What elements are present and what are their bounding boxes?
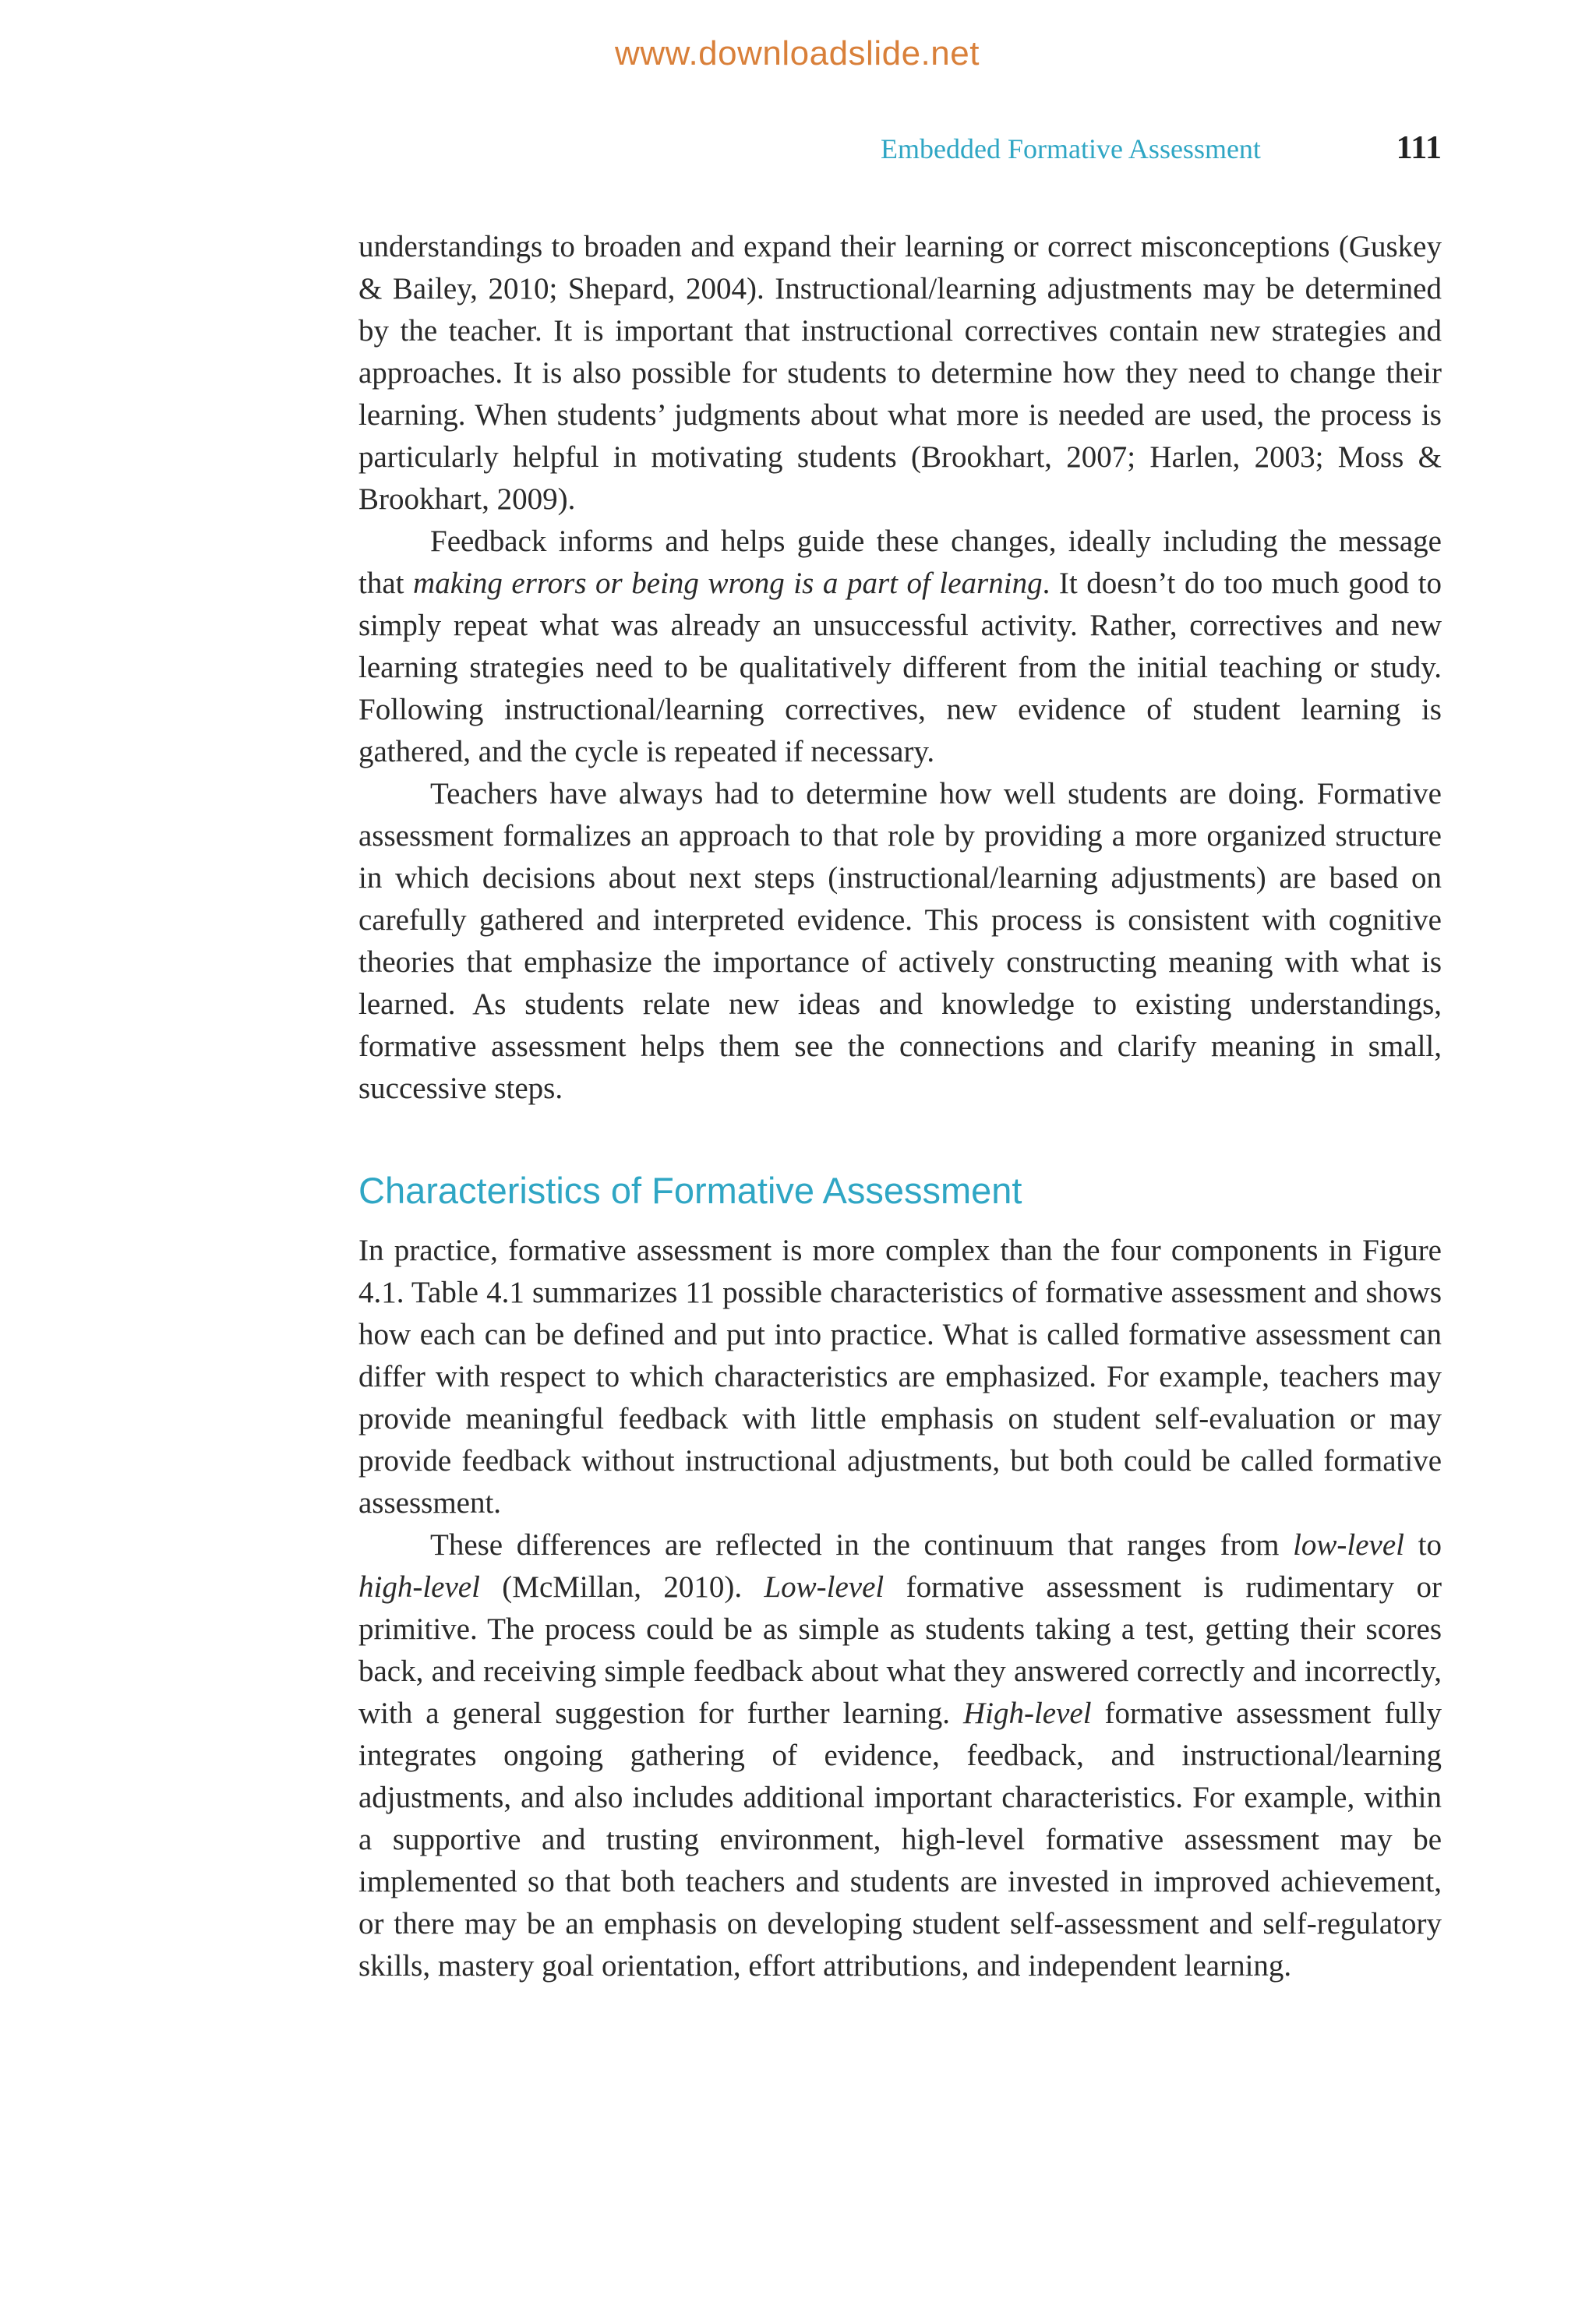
paragraph-4: In practice, formative assessment is more complex than the four components in Figure 4.1. Table 4.1 summarizes 11 possible characteristics of formative assessment and shows how each can be defined and put into practice. What is called formative assessment can differ with respect to which characteristics are emphasized. For example, teachers may provide meaningful feedback with little emphasis on student self-evaluation or may provide feedback without instructional adjustments, but both could be called formative assessment.	[358, 1234, 1442, 1520]
paragraph-5: These differences are reflected in the continuum that ranges from low-level to high-level (McMillan, 2010). Low-level formative assessment is rudimentary or primitive. The process could be as simple as students taking a test, getting their scores back, and receiving simple feedback about what they answered correctly and incorrectly, with a general suggestion for further learning. High-level formative assessment fully integrates ongoing gathering of evidence, feedback, and instructional/learning adjustments, and also includes additional important characteristics. For example, within a supportive and trusting environment, high-level formative assessment may be implemented so that both teachers and students are invested in improved achievement, or there may be an emphasis on developing student self-assessment and self-regulatory skills, mastery goal orientation, effort attributions, and independent learning.	[358, 1528, 1442, 1983]
emphasis-low-level-2: Low-level	[764, 1570, 885, 1604]
page-number: 111	[1396, 130, 1442, 166]
paragraph-3: Teachers have always had to determine how well students are doing. Formative assessment formalizes an approach to that role by providing a more organized structure in which decisions about next steps (instructional/learning adjustments) are based on carefully gathered and interpreted evidence. This process is consistent with cognitive theories that emphasize the importance of actively constructing meaning with what is learned. As students relate new ideas and knowledge to existing understandings, formative assessment helps them see the connections and clarify meaning in small, successive steps.	[358, 777, 1442, 1105]
emphasis-high-level: high-level	[358, 1570, 480, 1604]
paragraph-1: understandings to broaden and expand their learning or correct misconceptions (Guskey & Bailey, 2010; Shepard, 2004). Instructional/learning adjustments may be determined by the teacher. It is important that instructional correctives contain new strategies and approaches. It is also possible for students to determine how they need to change their learning. When students’ judgments about what more is needed are used, the process is particularly helpful in motivating students (Brookhart, 2007; Harlen, 2003; Moss & Brookhart, 2009).	[358, 230, 1442, 516]
paragraph-2: Feedback informs and helps guide these changes, ideally including the message that making errors or being wrong is a part of learning. It doesn’t do too much good to simply repeat what was already an unsuccessful activity. Rather, correctives and new learning strategies need to be qualitatively different from the initial teaching or study. Following instructional/learning correctives, new evidence of student learning is gathered, and the cycle is repeated if necessary.	[358, 524, 1442, 768]
running-title: Embedded Formative Assessment	[881, 133, 1261, 164]
emphasis-high-level-2: High-level	[962, 1697, 1092, 1730]
watermark-url: www.downloadslide.net	[615, 34, 980, 72]
running-head	[881, 129, 1442, 168]
section-heading: Characteristics of Formative Assessment	[358, 1170, 1022, 1211]
emphasis-text: making errors or being wrong is a part of learning	[413, 567, 1043, 600]
body-text	[358, 226, 1442, 1987]
emphasis-low-level: low-level	[1293, 1528, 1404, 1562]
